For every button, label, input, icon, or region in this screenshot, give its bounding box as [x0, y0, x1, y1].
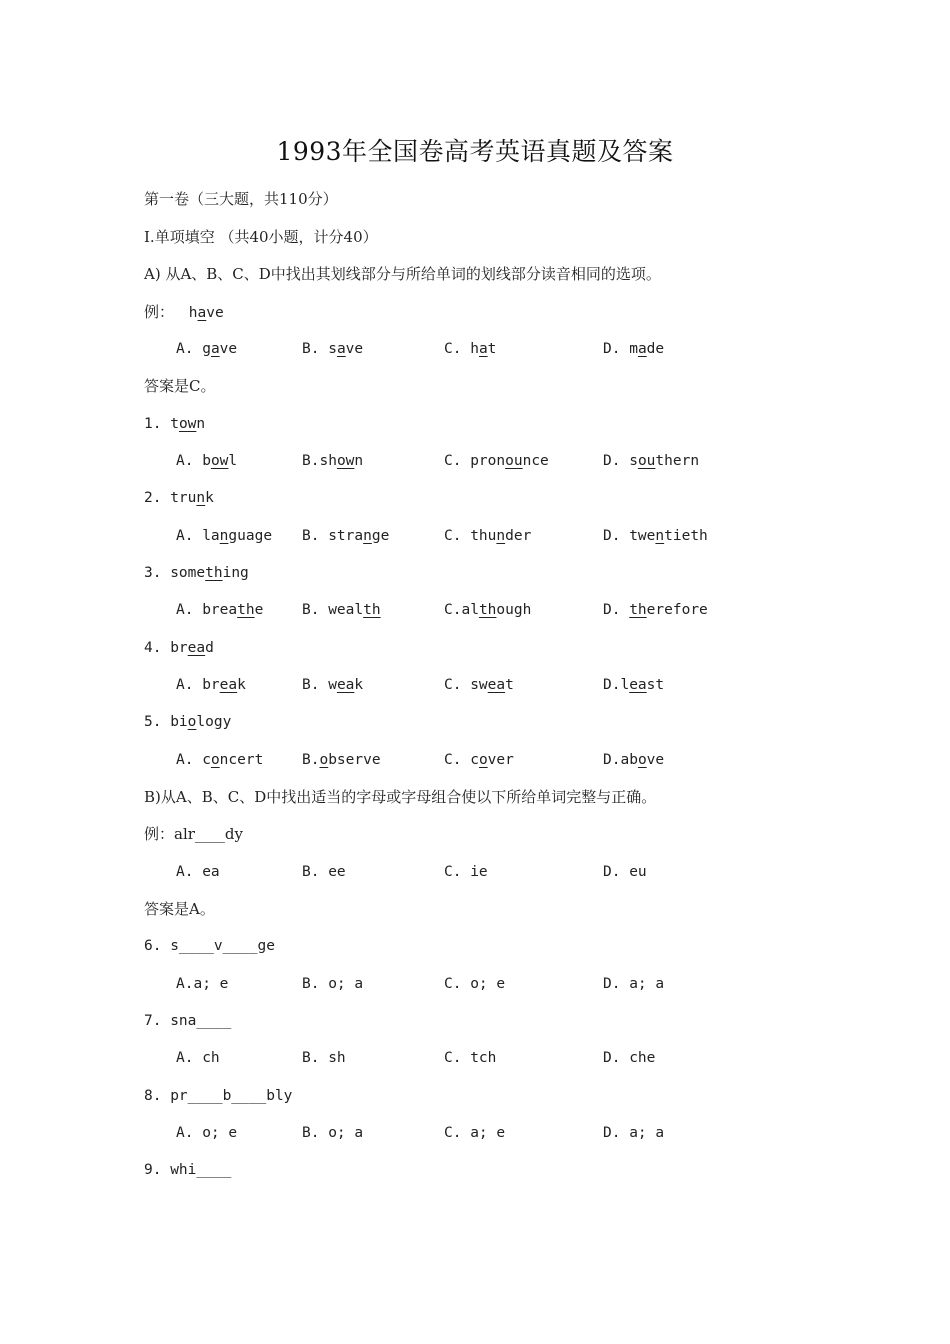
q8-option-b[interactable]: B. o; a — [302, 1125, 364, 1141]
q2-option-a[interactable]: A. language — [176, 528, 273, 544]
example-b-option-a: A. ea — [176, 864, 220, 880]
question-4: 4. bread — [144, 640, 214, 656]
q3-option-b[interactable]: B. wealth — [302, 602, 381, 618]
question-1: 1. town — [144, 416, 206, 432]
q5-option-c[interactable]: C. cover — [444, 752, 514, 768]
q3-option-c[interactable]: C.although — [444, 602, 532, 618]
example-a-option-a: A. gave — [176, 341, 238, 357]
example-a-option-d: D. made — [603, 341, 665, 357]
q8-option-d[interactable]: D. a; a — [603, 1125, 665, 1141]
q6-option-d[interactable]: D. a; a — [603, 976, 665, 992]
q5-option-b[interactable]: B.observe — [302, 752, 381, 768]
q6-option-c[interactable]: C. o; e — [444, 976, 506, 992]
q4-option-b[interactable]: B. weak — [302, 677, 364, 693]
section-heading: Ⅰ.单项填空 （共40小题，计分40） — [144, 228, 378, 246]
q1-option-a[interactable]: A. bowl — [176, 453, 238, 469]
q6-option-a[interactable]: A.a; e — [176, 976, 229, 992]
section-b-instruction: B)从A、B、C、D中找出适当的字母或字母组合使以下所给单词完整与正确。 — [144, 788, 657, 806]
example-a-prompt: 例： have — [144, 303, 224, 321]
q3-option-d[interactable]: D. therefore — [603, 602, 708, 618]
q2-option-d[interactable]: D. twentieth — [603, 528, 708, 544]
q5-option-a[interactable]: A. concert — [176, 752, 264, 768]
question-6: 6. s____v____ge — [144, 938, 275, 954]
q7-option-b[interactable]: B. sh — [302, 1050, 346, 1066]
q1-option-d[interactable]: D. southern — [603, 453, 700, 469]
question-3: 3. something — [144, 565, 249, 581]
example-b-prompt: 例：alr____dy — [144, 825, 243, 843]
example-b-option-d: D. eu — [603, 864, 647, 880]
q5-option-d[interactable]: D.above — [603, 752, 665, 768]
question-5: 5. biology — [144, 714, 232, 730]
q1-option-c[interactable]: C. pronounce — [444, 453, 549, 469]
section-a-instruction: A) 从A、B、C、D中找出其划线部分与所给单词的划线部分读音相同的选项。 — [144, 265, 661, 283]
q8-option-a[interactable]: A. o; e — [176, 1125, 238, 1141]
question-7: 7. sna____ — [144, 1013, 232, 1029]
q2-option-b[interactable]: B. strange — [302, 528, 390, 544]
q1-option-b[interactable]: B.shown — [302, 453, 364, 469]
q4-option-d[interactable]: D.least — [603, 677, 665, 693]
example-b-option-b: B. ee — [302, 864, 346, 880]
example-a-option-c: C. hat — [444, 341, 497, 357]
q2-option-c[interactable]: C. thunder — [444, 528, 532, 544]
question-2: 2. trunk — [144, 490, 214, 506]
q8-option-c[interactable]: C. a; e — [444, 1125, 506, 1141]
part-heading: 第一卷（三大题，共110分） — [144, 190, 338, 208]
example-a-answer: 答案是C。 — [144, 377, 216, 395]
example-b-option-c: C. ie — [444, 864, 488, 880]
example-a-word: have — [188, 305, 224, 321]
q4-option-c[interactable]: C. sweat — [444, 677, 514, 693]
q6-option-b[interactable]: B. o; a — [302, 976, 364, 992]
q3-option-a[interactable]: A. breathe — [176, 602, 264, 618]
example-a-option-b: B. save — [302, 341, 364, 357]
q7-option-a[interactable]: A. ch — [176, 1050, 220, 1066]
question-9: 9. whi____ — [144, 1162, 232, 1178]
question-8: 8. pr____b____bly — [144, 1088, 293, 1104]
example-b-answer: 答案是A。 — [144, 900, 215, 918]
q4-option-a[interactable]: A. break — [176, 677, 246, 693]
q7-option-d[interactable]: D. che — [603, 1050, 656, 1066]
q7-option-c[interactable]: C. tch — [444, 1050, 497, 1066]
page-title: 1993年全国卷高考英语真题及答案 — [276, 137, 674, 166]
